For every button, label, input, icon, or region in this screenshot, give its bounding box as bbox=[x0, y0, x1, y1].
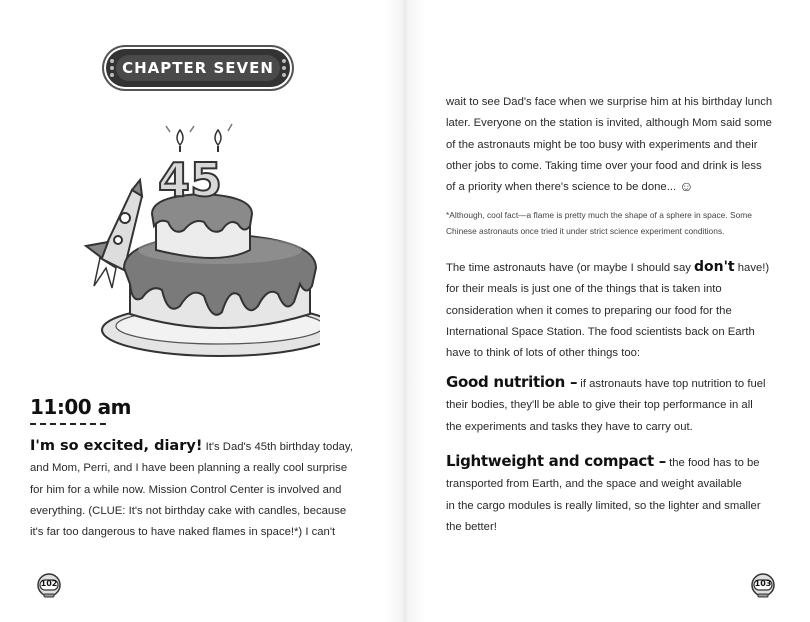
text-line: transported from Earth, and the space and weight available bbox=[446, 478, 742, 491]
diary-entry-paragraph bbox=[30, 436, 375, 543]
page-number-right bbox=[750, 572, 776, 598]
continued-paragraph bbox=[446, 92, 781, 198]
number-candles bbox=[158, 124, 232, 207]
footnote bbox=[446, 208, 786, 239]
footnote-line: *Although, cool fact—a flame is pretty much the shape of a sphere in space. Some bbox=[446, 210, 752, 220]
text-line: it's far too dangerous to have naked flames in space!*) I can't bbox=[30, 526, 336, 539]
text-line: consideration when it comes to preparing our food for the bbox=[446, 304, 732, 317]
time-heading-underline bbox=[30, 423, 106, 425]
text-line: wait to see Dad's face when we surprise him at his birthday lunch bbox=[446, 96, 773, 108]
text-line: The time astronauts have (or maybe I should say bbox=[446, 262, 695, 274]
text-line: and Mom, Perri, and I have been planning a really cool surprise bbox=[30, 462, 348, 475]
text-line: of a priority when there's science to be done... bbox=[446, 181, 680, 194]
text-line: for him for a while now. Mission Control Center is involved and bbox=[30, 483, 342, 496]
text-line: later. Everyone on the station is invited, although Mom said some bbox=[446, 117, 772, 130]
footnote-line: Chinese astronauts once tried it under strict science experiment conditions. bbox=[446, 225, 725, 236]
point-heading: Lightweight and compact – bbox=[446, 452, 666, 470]
text-line: if astronauts have top nutrition to fuel bbox=[577, 378, 766, 390]
text-line: the better! bbox=[446, 520, 497, 533]
text-line: have to think of lots of other things too: bbox=[446, 347, 641, 360]
time-heading: 11:00 am bbox=[30, 395, 131, 419]
text-line: their bodies, they'll be able to give their top performance in all bbox=[446, 399, 753, 412]
text-line: have!) bbox=[734, 262, 770, 274]
text-line: for their meals is just one of the things that is taken into bbox=[446, 283, 722, 296]
page-number-text: 102 bbox=[40, 579, 58, 588]
chapter-banner bbox=[106, 49, 290, 87]
text-line: the experiments and tasks they have to carry out. bbox=[446, 420, 693, 433]
lightweight-compact-point bbox=[446, 451, 791, 538]
text-line: the food has to be bbox=[666, 457, 760, 469]
meal-time-paragraph bbox=[446, 257, 786, 364]
text-line: of the astronauts might be too busy with experiments and their bbox=[446, 138, 758, 151]
good-nutrition-point bbox=[446, 372, 791, 438]
point-heading: Good nutrition – bbox=[446, 373, 578, 391]
text-line: other jobs to come. Taking time over your food and drink is less bbox=[446, 159, 762, 172]
smiley-face-icon: ☺ bbox=[679, 178, 694, 195]
text-line: International Space Station. The food scientists back on Earth bbox=[446, 325, 755, 338]
cake-number-candles: 45 bbox=[158, 153, 223, 207]
chapter-title: CHAPTER SEVEN bbox=[122, 59, 274, 77]
text-line: It's Dad's 45th birthday today, bbox=[202, 441, 353, 453]
page-number-text: 103 bbox=[754, 579, 772, 588]
emphasis-word: don't bbox=[694, 259, 735, 275]
text-line: everything. (CLUE: It's not birthday cake with candles, because bbox=[30, 504, 347, 517]
intro-lead: I'm so excited, diary! bbox=[30, 438, 203, 454]
page-number-left bbox=[36, 572, 62, 598]
birthday-cake-rocket-illustration bbox=[80, 118, 320, 368]
text-line: in the cargo modules is really limited, so the lighter and smaller bbox=[446, 499, 761, 512]
